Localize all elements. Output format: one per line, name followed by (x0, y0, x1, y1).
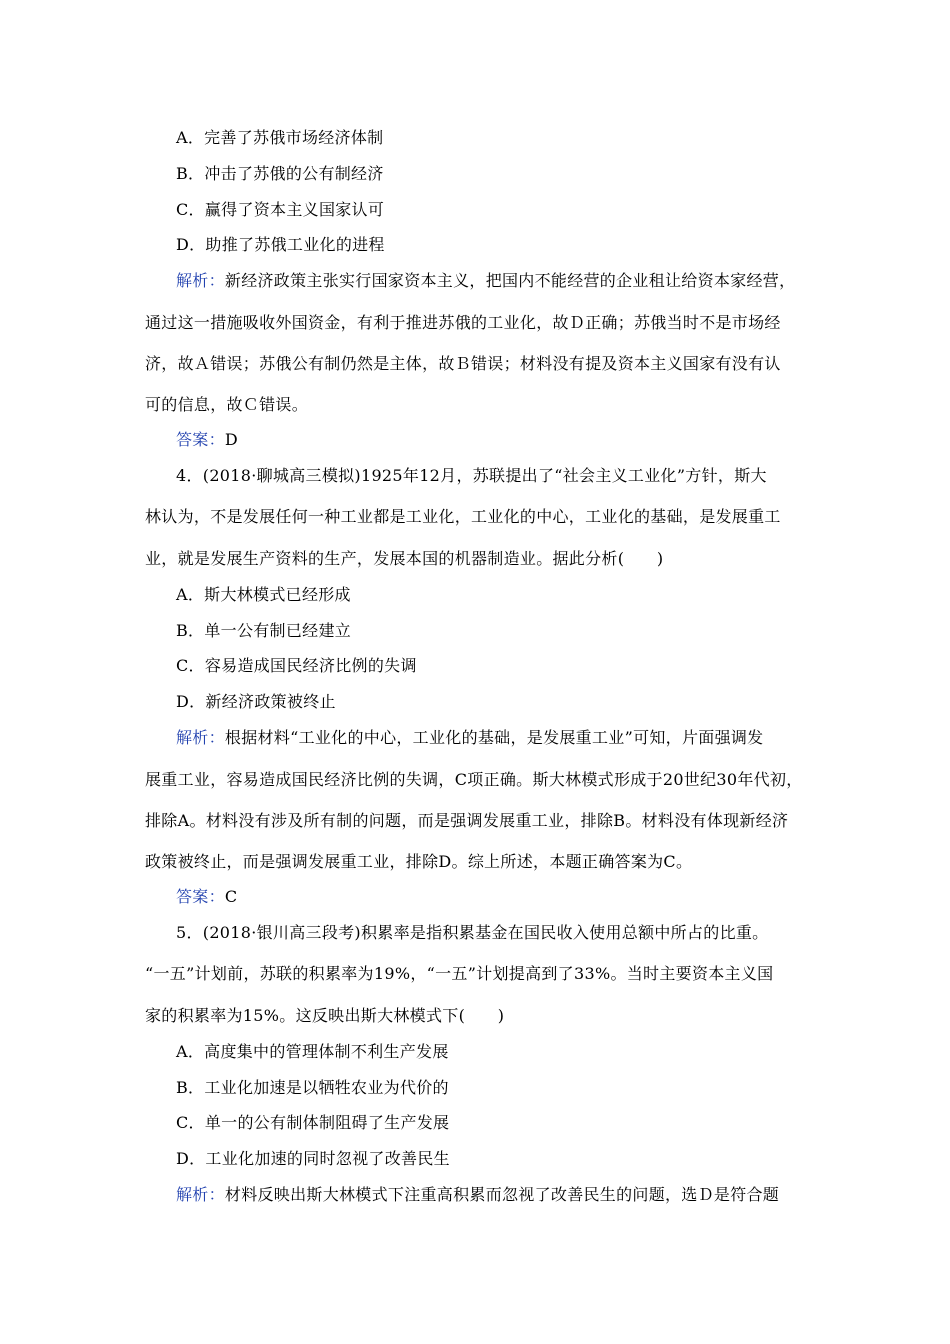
q5-stem-line-3: 家的积累率为15%。这反映出斯大林模式下( ) (145, 1006, 505, 1025)
q4-analysis-line-1: 解析：根据材料“工业化的中心，工业化的基础，是发展重工业”可知，片面强调发 (176, 728, 764, 747)
q3-answer-label: 答案： (176, 430, 225, 449)
q3-option-b: B．冲击了苏俄的公有制经济 (176, 164, 384, 183)
q5-analysis-line-1: 解析：材料反映出斯大林模式下注重高积累而忽视了改善民生的问题，选Ｄ是符合题 (176, 1185, 780, 1204)
q4-stem-line-1: 4．(2018·聊城高三模拟)1925年12月，苏联提出了“社会主义工业化”方针，斯大 (176, 466, 767, 485)
q4-analysis-line-2: 展重工业，容易造成国民经济比例的失调，C项正确。斯大林模式形成于20世纪30年代初， (145, 770, 803, 789)
q4-stem-line-2: 林认为，不是发展任何一种工业都是工业化，工业化的中心，工业化的基础，是发展重工 (145, 507, 781, 526)
q4-answer-label: 答案： (176, 887, 225, 906)
q4-analysis-line-3: 排除A。材料没有涉及所有制的问题，而是强调发展重工业，排除B。材料没有体现新经济 (145, 811, 789, 830)
q4-answer-value: C (224, 887, 238, 906)
q3-answer-value: D (224, 430, 239, 449)
q5-analysis-label: 解析： (176, 1185, 225, 1204)
q3-analysis-line-2: 通过这一措施吸收外国资金，有利于推进苏俄的工业化，故Ｄ正确；苏俄当时不是市场经 (145, 313, 781, 332)
q3-answer (176, 430, 238, 450)
q4-analysis-line-4: 政策被终止，而是强调发展重工业，排除D。综上所述，本题正确答案为C。 (145, 852, 693, 871)
q4-option-b: B．单一公有制已经建立 (176, 621, 352, 640)
q4-option-d: D．新经济政策被终止 (176, 692, 336, 711)
q5-option-c: C．单一的公有制体制阻碍了生产发展 (176, 1113, 450, 1132)
q4-option-a: A．斯大林模式已经形成 (176, 585, 351, 604)
q5-option-d: D．工业化加速的同时忽视了改善民生 (176, 1149, 450, 1168)
q3-analysis-line-3: 济，故Ａ错误；苏俄公有制仍然是主体，故Ｂ错误；材料没有提及资本主义国家有没有认 (145, 354, 781, 373)
q4-answer (176, 887, 237, 907)
q3-option-c: C．赢得了资本主义国家认可 (176, 200, 385, 219)
q4-option-c: C．容易造成国民经济比例的失调 (176, 656, 417, 675)
q3-analysis-label: 解析： (176, 271, 225, 290)
q5-option-b: B．工业化加速是以牺牲农业为代价的 (176, 1078, 449, 1097)
q5-stem-line-2: “一五”计划前，苏联的积累率为19%，“一五”计划提高到了33%。当时主要资本主义国 (145, 964, 774, 983)
q3-analysis-line-1: 解析：新经济政策主张实行国家资本主义，把国内不能经营的企业租让给资本家经营， (176, 271, 796, 290)
q3-option-a: A．完善了苏俄市场经济体制 (176, 128, 384, 147)
q3-option-d: D．助推了苏俄工业化的进程 (176, 235, 385, 254)
q5-stem-line-1: 5．(2018·银川高三段考)积累率是指积累基金在国民收入使用总额中所占的比重。 (176, 923, 769, 942)
q4-analysis-label: 解析： (176, 728, 225, 747)
q3-analysis-line-4: 可的信息，故Ｃ错误。 (145, 395, 309, 414)
q5-option-a: A．高度集中的管理体制不利生产发展 (176, 1042, 449, 1061)
q4-stem-line-3: 业，就是发展生产资料的生产，发展本国的机器制造业。据此分析( ) (145, 549, 664, 568)
